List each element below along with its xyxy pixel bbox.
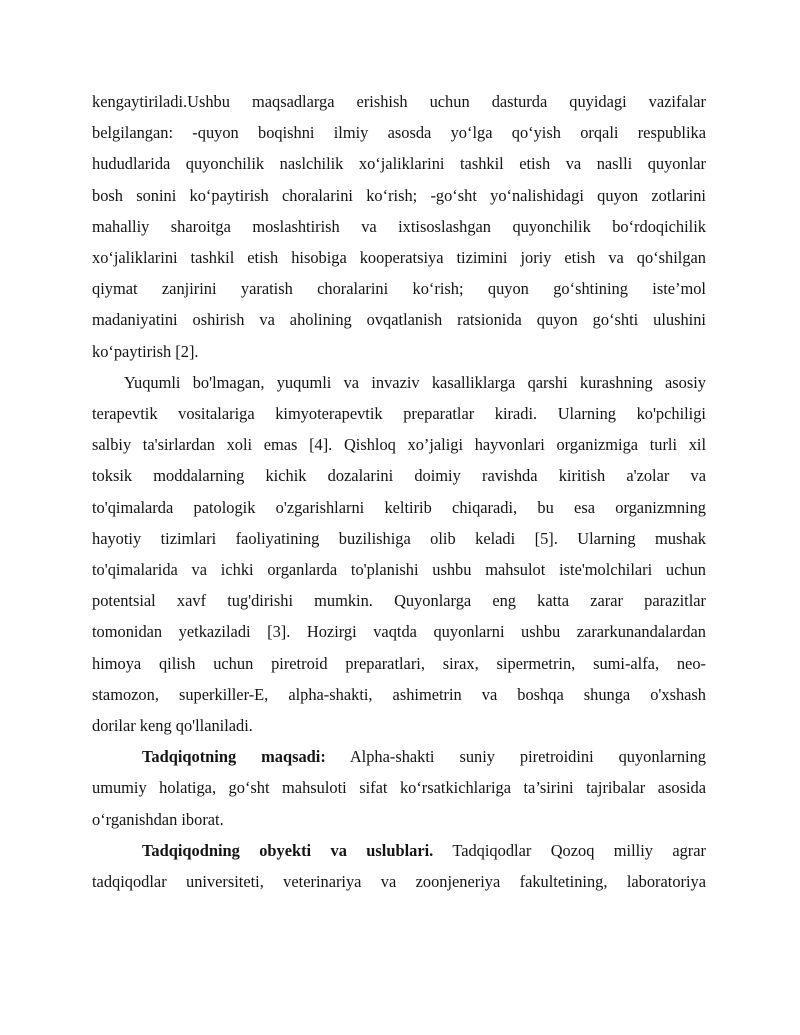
text-line: toksik moddalarning kichik dozalarini doimiy ravishda kiritish a'zolar va bbox=[92, 466, 706, 486]
text-line: himoya qilish uchun piretroid preparatlari, sirax, sipermetrin, sumi-alfa, neo- bbox=[92, 653, 706, 673]
text-line: tadqiqodlar universiteti, veterinariya va zoonjeneriya fakultetining, laboratoriya bbox=[92, 872, 706, 892]
text-line: to'qimalarda patologik o'zgarishlarni keltirib chiqaradi, bu esa organizmning bbox=[92, 497, 706, 517]
text-line: belgilangan: -quyon boqishni ilmiy asosda yo‘lga qo‘yish orqali respublika bbox=[92, 123, 706, 143]
text-line: tomonidan yetkaziladi [3]. Hozirgi vaqtda quyonlarni ushbu zararkunandalardan bbox=[92, 622, 706, 642]
text-line: dorilar keng qo'llaniladi. bbox=[92, 716, 253, 736]
paragraph-chemotherapy bbox=[92, 367, 706, 741]
section-heading-object: Tadqiqodning obyekti va uslublari. bbox=[142, 840, 434, 860]
paragraph-research-goal bbox=[92, 741, 706, 835]
text-line: kengaytiriladi.Ushbu maqsadlarga erishish uchun dasturda quyidagi vazifalar bbox=[92, 92, 706, 111]
text-line: ko‘paytirish [2]. bbox=[92, 341, 199, 361]
text-line: o‘rganishdan iborat. bbox=[92, 809, 224, 829]
text-line: stamozon, superkiller-E, alpha-shakti, ashimetrin va boshqa shunga o'xshash bbox=[92, 684, 706, 704]
text-run: Tadqiqodlar Qozoq milliy agrar bbox=[433, 840, 706, 860]
text-line: hayotiy tizimlari faoliyatining buzilishiga olib keladi [5]. Ularning mushak bbox=[92, 528, 706, 548]
text-line: bosh sonini ko‘paytirish choralarini ko‘rish; -go‘sht yo‘nalishidagi quyon zotlarini bbox=[92, 185, 706, 205]
text-line bbox=[92, 741, 706, 772]
text-line: umumiy holatiga, go‘sht mahsuloti sifat ko‘rsatkichlariga ta’sirini tajribalar asosida bbox=[92, 778, 706, 798]
text-line bbox=[92, 835, 706, 866]
text-line: terapevtik vositalariga kimyoterapevtik preparatlar kiradi. Ularning ko'pchiligi bbox=[92, 404, 706, 424]
text-line: potentsial xavf tug'dirishi mumkin. Quyonlarga eng katta zarar parazitlar bbox=[92, 591, 706, 611]
section-heading-goal: Tadqiqotning maqsadi: bbox=[142, 747, 326, 767]
text-line: to'qimalarida va ichki organlarda to'planishi ushbu mahsulot iste'molchilari uchun bbox=[92, 560, 706, 580]
text-run: Alpha-shakti suniy piretroidini quyonlarning bbox=[325, 747, 706, 767]
text-line: xo‘jaliklarini tashkil etish hisobiga kooperatsiya tizimini joriy etish va qo‘shilgan bbox=[92, 248, 706, 268]
document-body bbox=[92, 86, 706, 897]
paragraph-research-object bbox=[92, 835, 706, 897]
text-line: mahalliy sharoitga moslashtirish va ixtisoslashgan quyonchilik bo‘rdoqichilik bbox=[92, 216, 706, 236]
text-line: madaniyatini oshirish va aholining ovqatlanish ratsionida quyon go‘shti ulushini bbox=[92, 310, 706, 330]
text-line: qiymat zanjirini yaratish choralarini ko‘rish; quyon go‘shtining iste’mol bbox=[92, 279, 706, 299]
text-line: Yuqumli bo'lmagan, yuqumli va invaziv kasalliklarga qarshi kurashning asosiy bbox=[124, 372, 706, 392]
text-line: hududlarida quyonchilik naslchilik xo‘jaliklarini tashkil etish va naslli quyonlar bbox=[92, 154, 706, 174]
paragraph-program-tasks bbox=[92, 86, 706, 367]
text-line: salbiy ta'sirlardan xoli emas [4]. Qishloq xo’jaligi hayvonlari organizmiga turli xil bbox=[92, 435, 706, 455]
